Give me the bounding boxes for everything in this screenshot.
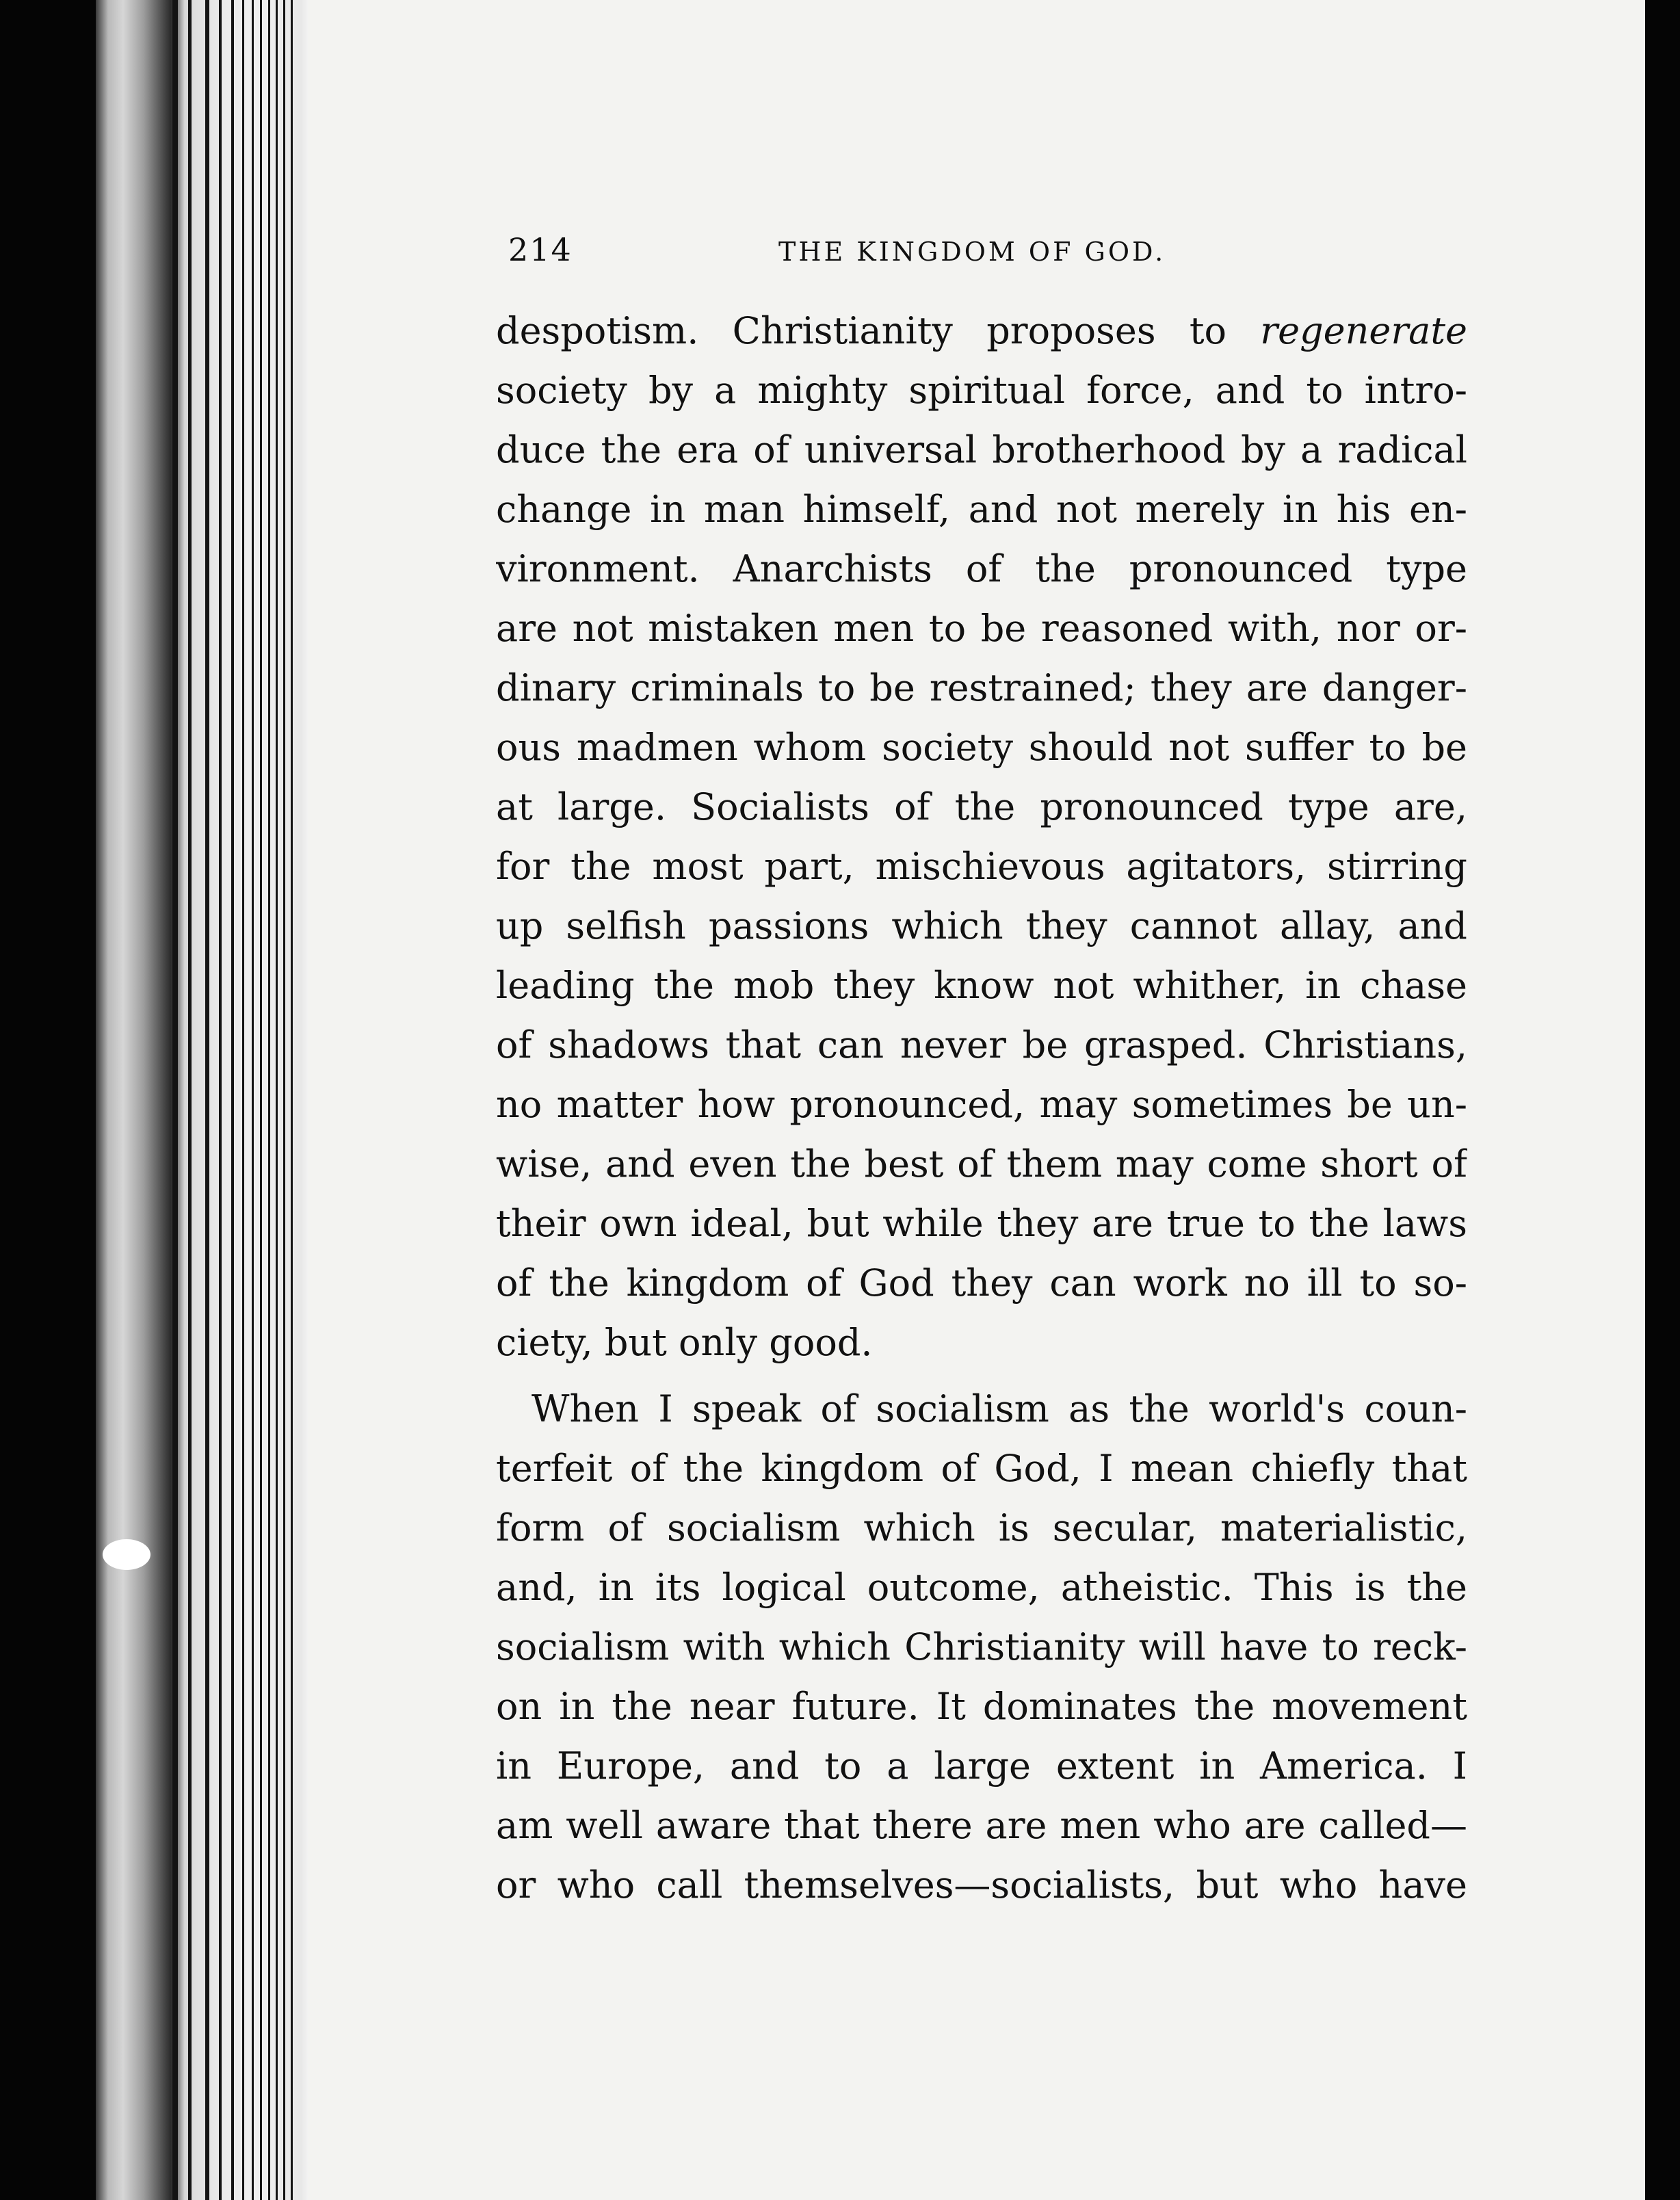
text-line: leading the mob they know not whither, in chase: [496, 964, 1467, 1007]
text-line: or who call themselves—socialists, but who have: [496, 1863, 1467, 1907]
page-edge-line: [231, 0, 234, 2200]
paragraph-1: [496, 301, 1467, 1372]
page-edge-stack: [96, 0, 308, 2200]
text-line: socialism with which Christianity will have to reck-: [496, 1625, 1467, 1668]
text-line: for the most part, mischievous agitators, stirring: [496, 845, 1467, 888]
right-dark-margin: [1645, 0, 1680, 2200]
page-edge-line: [172, 0, 178, 2200]
page-edge-line: [276, 0, 278, 2200]
text-line: vironment. Anarchists of the pronounced type: [496, 547, 1467, 590]
page-edge-line: [205, 0, 209, 2200]
paper-blot: [103, 1539, 150, 1570]
text-line: am well aware that there are men who are called—: [496, 1804, 1467, 1847]
text-line: up selfish passions which they cannot allay, and: [496, 904, 1467, 947]
text-line: society by a mighty spiritual force, and to intro-: [496, 369, 1467, 412]
text-line: in Europe, and to a large extent in America. I: [496, 1744, 1467, 1788]
left-dark-margin: [0, 0, 96, 2200]
text-line: duce the era of universal brotherhood by a radical: [496, 428, 1467, 471]
text-line: wise, and even the best of them may come short of: [496, 1142, 1467, 1186]
page-edge-line: [260, 0, 262, 2200]
text-line: change in man himself, and not merely in his en-: [496, 488, 1467, 531]
page-number: 214: [508, 231, 573, 268]
running-head: THE KINGDOM OF GOD.: [778, 237, 1166, 267]
text-line: and, in its logical outcome, atheistic. This is the: [496, 1566, 1467, 1609]
page-edge-line: [268, 0, 270, 2200]
text-line: ciety, but only good.: [496, 1321, 873, 1364]
page-edge-line: [188, 0, 192, 2200]
text-line: at large. Socialists of the pronounced type are,: [496, 785, 1467, 828]
page-edge-line: [242, 0, 244, 2200]
page-edge-line: [283, 0, 285, 2200]
paragraph-gap: [496, 1372, 1467, 1379]
text-line-content: despotism. Christianity proposes to: [496, 309, 1261, 352]
italic-word: regenerate: [1260, 309, 1467, 352]
text-line: terfeit of the kingdom of God, I mean chiefly that: [496, 1447, 1467, 1490]
text-line: no matter how pronounced, may sometimes be un-: [496, 1083, 1467, 1126]
page-edge-line: [252, 0, 254, 2200]
body-text: [496, 301, 1467, 1915]
text-line: form of socialism which is secular, materialistic,: [496, 1506, 1467, 1549]
text-line: of the kingdom of God they can work no ill to so-: [496, 1261, 1467, 1305]
page-edge-line: [219, 0, 222, 2200]
page-header: [508, 231, 1456, 272]
paragraph-2: [496, 1379, 1467, 1915]
text-line: their own ideal, but while they are true to the laws: [496, 1202, 1467, 1245]
text-line: on in the near future. It dominates the movement: [496, 1685, 1467, 1728]
text-line: When I speak of socialism as the world's coun-: [531, 1387, 1467, 1430]
text-line: are not mistaken men to be reasoned with, nor or-: [496, 607, 1467, 650]
text-line: ous madmen whom society should not suffer to be: [496, 726, 1467, 769]
text-line: [496, 301, 1467, 361]
text-line: of shadows that can never be grasped. Christians,: [496, 1023, 1467, 1066]
page-edge-line: [291, 0, 293, 2200]
text-line: dinary criminals to be restrained; they are danger-: [496, 666, 1467, 709]
